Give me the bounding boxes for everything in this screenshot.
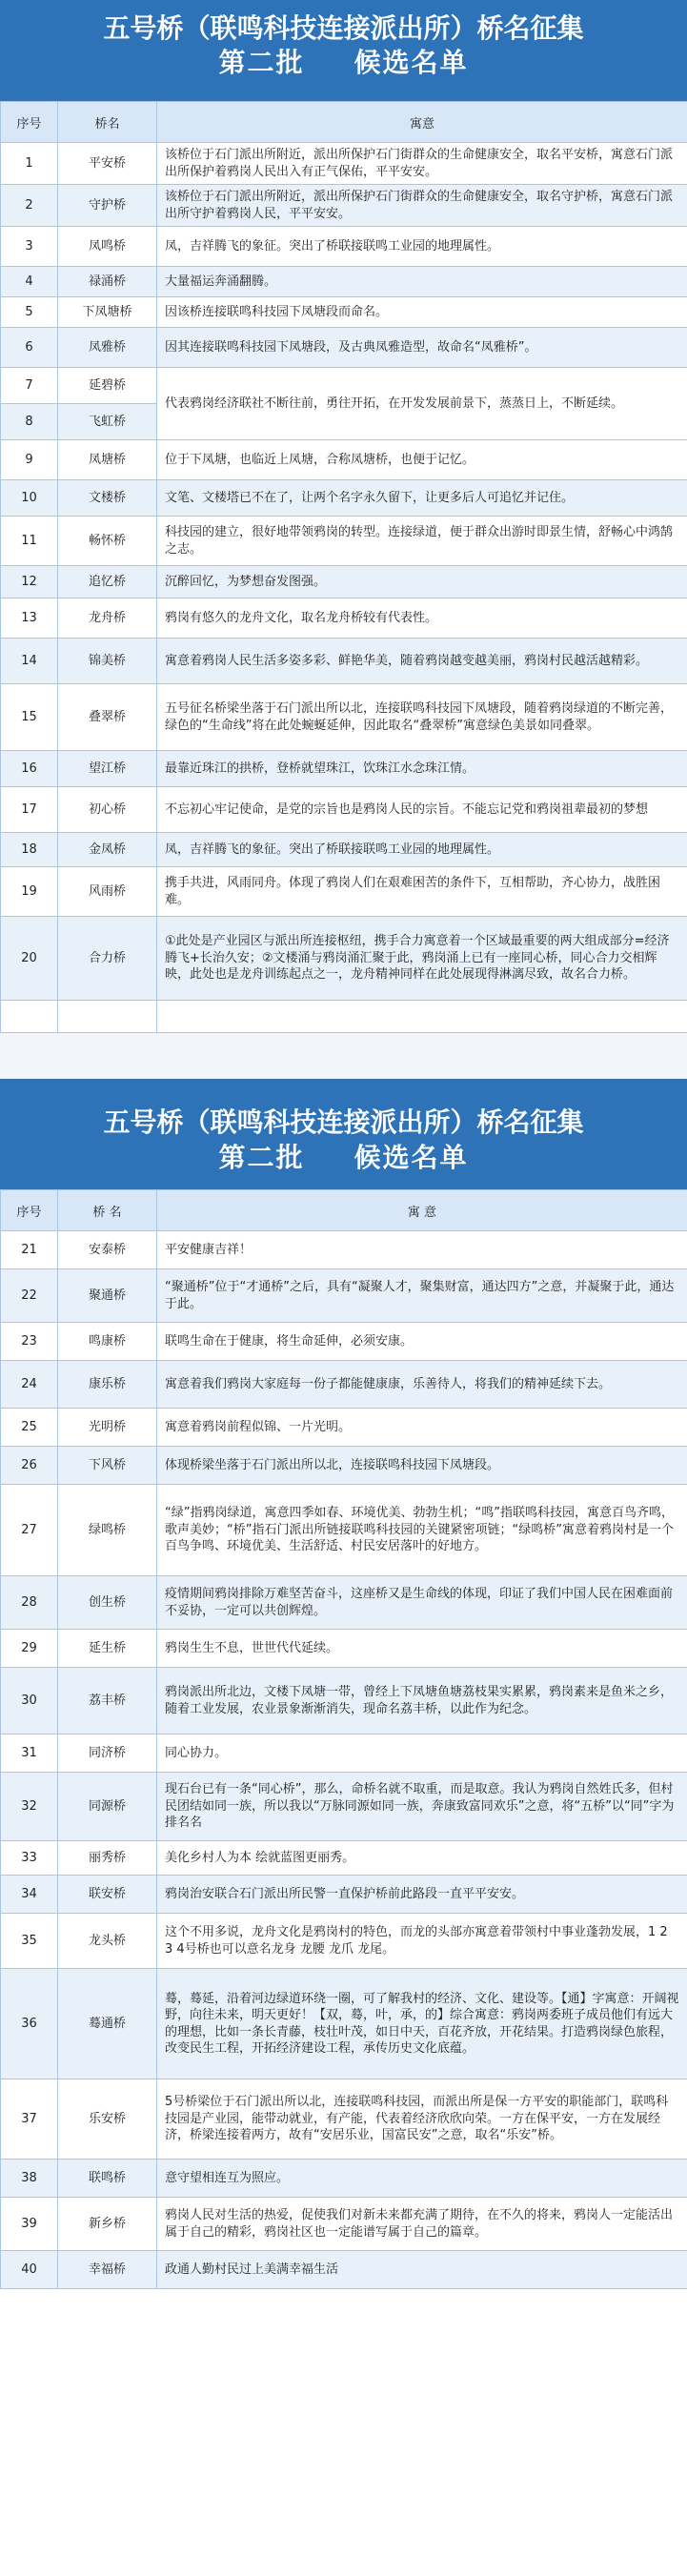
bridge-meaning: 五号征名桥梁坐落于石门派出所以北，连接联鸣科技园下凤塘段，随着鸦岗绿道的不断完善，绿色的“生命线”将在此处蜿蜒延伸，因此取名“叠翠桥”寓意绿色美景如同叠翠。 xyxy=(157,684,687,751)
bridge-meaning: “绿”指鸦岗绿道，寓意四季如春、环境优美、勃勃生机；“鸣”指联鸣科技园，寓意百鸟齐鸣，歌声美妙；“桥”指石门派出所链接联鸣科技园的关键紧密项链；“绿鸣桥”寓意着鸦岗村是一个百鸟争鸣、环境优美、生活舒适、村民安居落叶的好地方。 xyxy=(157,1485,687,1576)
bridge-name: 守护桥 xyxy=(58,185,157,227)
table-row xyxy=(1,1969,687,2079)
bridge-name: 幸福桥 xyxy=(58,2251,157,2289)
row-number: 15 xyxy=(1,684,58,751)
bridge-name: 凤雅桥 xyxy=(58,328,157,368)
row-number: 11 xyxy=(1,517,58,566)
table-row xyxy=(1,867,687,917)
bridge-name: 锦美桥 xyxy=(58,639,157,684)
bridge-meaning: 最靠近珠江的拱桥，登桥就望珠江，饮珠江水念珠江情。 xyxy=(157,751,687,787)
row-number: 10 xyxy=(1,480,58,517)
row-number: 25 xyxy=(1,1409,58,1447)
header-meaning: 寓意 xyxy=(157,102,687,143)
row-number: 9 xyxy=(1,440,58,480)
row-number: 16 xyxy=(1,751,58,787)
bridge-name: 畅怀桥 xyxy=(58,517,157,566)
bridge-name: 丽秀桥 xyxy=(58,1841,157,1876)
bridge-name: 凤鸣桥 xyxy=(58,227,157,267)
bridge-name: 延碧桥 xyxy=(58,368,157,404)
bridge-meaning: 体现桥梁坐落于石门派出所以北，连接联鸣科技园下凤塘段。 xyxy=(157,1447,687,1485)
bridge-meaning: 鸦岗人民对生活的热爱，促使我们对新未来都充满了期待，在不久的将来，鸦岗人一定能活出属于自己的精彩，鸦岗社区也一定能谱写属于自己的篇章。 xyxy=(157,2198,687,2251)
bridge-meaning: 蓦，蓦延，沿着河边绿道环绕一圈，可了解我村的经济、文化、建设等。【通】字寓意：开阔视野，向往未来，明天更好！【双，蓦，叶，承，的】综合寓意：鸦岗两委班子成员他们有远大的理想，比如一条长青藤，枝壮叶茂，如日中天，百花齐放，开花结果。打造鸦岗绿色旅程，改变民生工程，开拓经济建设工程，承传历史文化底蕴。 xyxy=(157,1969,687,2079)
row-number: 6 xyxy=(1,328,58,368)
section-2-list-label: 候选名单 xyxy=(354,1141,469,1173)
table-row xyxy=(1,1409,687,1447)
row-number: 13 xyxy=(1,598,58,639)
bridge-meaning: 不忘初心牢记使命，是党的宗旨也是鸦岗人民的宗旨。不能忘记党和鸦岗祖辈最初的梦想 xyxy=(157,787,687,833)
table-row xyxy=(1,1485,687,1576)
row-number: 37 xyxy=(1,2079,58,2160)
table-row xyxy=(1,328,687,368)
table-row xyxy=(1,917,687,1001)
bridge-name: 追忆桥 xyxy=(58,566,157,598)
row-number: 8 xyxy=(1,404,58,440)
bridge-meaning: 鸦岗生生不息，世世代代延续。 xyxy=(157,1630,687,1668)
table-row xyxy=(1,185,687,227)
table-row xyxy=(1,267,687,297)
bridge-name: 飞虹桥 xyxy=(58,404,157,440)
bridge-meaning: 科技园的建立，很好地带领鸦岗的转型。连接绿道，便于群众出游时即景生情，舒畅心中鸿鹄之志。 xyxy=(157,517,687,566)
bridge-meaning: 该桥位于石门派出所附近，派出所保护石门街群众的生命健康安全，取名守护桥，寓意石门派出所守护着鸦岗人民，平平安安。 xyxy=(157,185,687,227)
bridge-name: 康乐桥 xyxy=(58,1361,157,1409)
section-2-subtitle xyxy=(0,1141,687,1175)
bridge-meaning: 鸦岗有悠久的龙舟文化，取名龙舟桥较有代表性。 xyxy=(157,598,687,639)
row-number: 33 xyxy=(1,1841,58,1876)
row-number: 1 xyxy=(1,143,58,185)
bridge-meaning: 平安健康吉祥！ xyxy=(157,1231,687,1269)
row-number: 12 xyxy=(1,566,58,598)
table-row xyxy=(1,639,687,684)
table-row xyxy=(1,1231,687,1269)
table-row xyxy=(1,1630,687,1668)
bridge-name: 光明桥 xyxy=(58,1409,157,1447)
table-row xyxy=(1,2251,687,2289)
row-number: 34 xyxy=(1,1876,58,1914)
bridge-name: 同源桥 xyxy=(58,1773,157,1841)
bridge-name: 初心桥 xyxy=(58,787,157,833)
bridge-name: 叠翠桥 xyxy=(58,684,157,751)
bridge-meaning: 位于下凤塘，也临近上凤塘，合称凤塘桥，也便于记忆。 xyxy=(157,440,687,480)
table-row xyxy=(1,751,687,787)
bridge-name: 下风桥 xyxy=(58,1447,157,1485)
bridge-meaning: 寓意着鸦岗前程似锦、一片光明。 xyxy=(157,1409,687,1447)
bridge-meaning: 美化乡村人为本 绘就蓝图更丽秀。 xyxy=(157,1841,687,1876)
row-number: 31 xyxy=(1,1734,58,1773)
bridge-meaning: 疫情期间鸦岗排除万难坚苦奋斗，这座桥又是生命线的体现，印证了我们中国人民在困难面前不妥协，一定可以共创辉煌。 xyxy=(157,1576,687,1630)
table-row xyxy=(1,1668,687,1734)
table-row xyxy=(1,143,687,185)
row-number: 21 xyxy=(1,1231,58,1269)
bridge-name: 联鸣桥 xyxy=(58,2160,157,2198)
section-2-banner xyxy=(0,1079,687,1189)
bridge-meaning: 因该桥连接联鸣科技园下凤塘段而命名。 xyxy=(157,297,687,328)
table-row xyxy=(1,1447,687,1485)
bridge-name: 望江桥 xyxy=(58,751,157,787)
table-row xyxy=(1,297,687,328)
table-header-row xyxy=(1,102,687,143)
row-number: 19 xyxy=(1,867,58,917)
bridge-meaning: “聚通桥”位于“才通桥”之后，具有“凝聚人才，聚集财富，通达四方”之意，并凝聚于此，通达于此。 xyxy=(157,1269,687,1323)
row-number: 28 xyxy=(1,1576,58,1630)
table-row xyxy=(1,833,687,867)
bridge-meaning: 代表鸦岗经济联社不断往前，勇往开拓，在开发发展前景下，蒸蒸日上，不断延续。 xyxy=(157,368,687,440)
table-row xyxy=(1,1269,687,1323)
table-row xyxy=(1,1001,687,1033)
row-number: 20 xyxy=(1,917,58,1001)
bridge-meaning: 意守望相连互为照应。 xyxy=(157,2160,687,2198)
bridge-name: 安泰桥 xyxy=(58,1231,157,1269)
bridge-name: 乐安桥 xyxy=(58,2079,157,2160)
bridge-name: 绿鸣桥 xyxy=(58,1485,157,1576)
table-row xyxy=(1,787,687,833)
bridge-meaning: 鸦岗治安联合石门派出所民警一直保护桥前此路段一直平平安安。 xyxy=(157,1876,687,1914)
bridge-name: 禄涌桥 xyxy=(58,267,157,297)
table-row xyxy=(1,2160,687,2198)
bridge-meaning: 联鸣生命在于健康，将生命延伸，必须安康。 xyxy=(157,1323,687,1361)
bridge-meaning: 现石台已有一条“同心桥”，那么，命桥名就不取重，而是取意。我认为鸦岗自然姓氏多，但村民团结如同一族，所以我以“万脉同源如同一族，奔康致富同欢乐”之意，将“五桥”以“同”字为排名名 xyxy=(157,1773,687,1841)
bridge-name: 风雨桥 xyxy=(58,867,157,917)
row-number: 30 xyxy=(1,1668,58,1734)
table-row xyxy=(1,227,687,267)
bridge-meaning: 寓意着鸦岗人民生活多姿多彩、鲜艳华美，随着鸦岗越变越美丽，鸦岗村民越活越精彩。 xyxy=(157,639,687,684)
row-number: 14 xyxy=(1,639,58,684)
row-number: 39 xyxy=(1,2198,58,2251)
section-2-table xyxy=(0,1189,687,2289)
bridge-meaning: 因其连接联鸣科技园下凤塘段，及古典凤雅造型，故命名“凤雅桥”。 xyxy=(157,328,687,368)
table-row xyxy=(1,1914,687,1969)
row-number: 3 xyxy=(1,227,58,267)
bridge-name: 鸣康桥 xyxy=(58,1323,157,1361)
table-row xyxy=(1,1773,687,1841)
table-row xyxy=(1,368,687,404)
table-row xyxy=(1,480,687,517)
table-row xyxy=(1,517,687,566)
bridge-name: 联安桥 xyxy=(58,1876,157,1914)
bridge-name: 聚通桥 xyxy=(58,1269,157,1323)
bridge-name: 龙头桥 xyxy=(58,1914,157,1969)
row-number: 18 xyxy=(1,833,58,867)
bridge-meaning: 寓意着我们鸦岗大家庭每一份子都能健康康，乐善待人，将我们的精神延续下去。 xyxy=(157,1361,687,1409)
bridge-name: 龙舟桥 xyxy=(58,598,157,639)
section-2-title: 五号桥（联鸣科技连接派出所）桥名征集 xyxy=(103,1106,584,1139)
section-1-title: 五号桥（联鸣科技连接派出所）桥名征集 xyxy=(103,12,584,44)
header-number: 序号 xyxy=(1,1190,58,1231)
section-gap xyxy=(0,1033,687,1079)
table-row xyxy=(1,2198,687,2251)
row-number: 23 xyxy=(1,1323,58,1361)
bridge-meaning: 5号桥梁位于石门派出所以北，连接联鸣科技园，而派出所是保一方平安的职能部门，联鸣科技园是产业园，能带动就业，有产能，代表着经济欣欣向荣。一方在保平安，一方在发展经济，桥梁连接着两方，故有“安居乐业，国富民安”之意，取名“乐安”桥。 xyxy=(157,2079,687,2160)
row-number: 32 xyxy=(1,1773,58,1841)
table-row xyxy=(1,1576,687,1630)
table-row xyxy=(1,440,687,480)
bridge-meaning: 同心协力。 xyxy=(157,1734,687,1773)
section-2-batch: 第二批 xyxy=(218,1141,305,1173)
row-number: 29 xyxy=(1,1630,58,1668)
bridge-name: 凤塘桥 xyxy=(58,440,157,480)
header-meaning: 寓 意 xyxy=(157,1190,687,1231)
table-header-row xyxy=(1,1190,687,1231)
bridge-name: 蓦通桥 xyxy=(58,1969,157,2079)
bridge-meaning: 文笔、文楼塔已不在了，让两个名字永久留下，让更多后人可追忆并记住。 xyxy=(157,480,687,517)
bridge-meaning: 大量福运奔涌翻腾。 xyxy=(157,267,687,297)
bridge-name xyxy=(58,1001,157,1033)
row-number: 4 xyxy=(1,267,58,297)
row-number: 26 xyxy=(1,1447,58,1485)
row-number: 38 xyxy=(1,2160,58,2198)
section-1-subtitle xyxy=(0,46,687,80)
table-row xyxy=(1,1361,687,1409)
section-1-batch: 第二批 xyxy=(218,47,305,79)
table-row xyxy=(1,2079,687,2160)
row-number: 17 xyxy=(1,787,58,833)
table-row xyxy=(1,1841,687,1876)
row-number: 2 xyxy=(1,185,58,227)
bridge-meaning xyxy=(157,1001,687,1033)
bridge-meaning: 携手共进，风雨同舟。体现了鸦岗人们在艰难困苦的条件下，互相帮助，齐心协力，战胜困难。 xyxy=(157,867,687,917)
row-number: 22 xyxy=(1,1269,58,1323)
row-number: 27 xyxy=(1,1485,58,1576)
bridge-name: 平安桥 xyxy=(58,143,157,185)
bridge-name: 荔丰桥 xyxy=(58,1668,157,1734)
bridge-meaning: ①此处是产业园区与派出所连接枢纽，携手合力寓意着一个区域最重要的两大组成部分=经济腾飞+长治久安；②文楼涌与鸦岗涌汇聚于此，鸦岗涌上已有一座同心桥，同心合力交相辉映，此处也是龙舟训练起点之一，龙舟精神同样在此处展现得淋漓尽致，故名合力桥。 xyxy=(157,917,687,1001)
table-row xyxy=(1,1876,687,1914)
bridge-meaning: 凤，吉祥腾飞的象征。突出了桥联接联鸣工业园的地理属性。 xyxy=(157,227,687,267)
bridge-meaning: 政通人勤村民过上美满幸福生活 xyxy=(157,2251,687,2289)
section-1-banner xyxy=(0,0,687,101)
table-row xyxy=(1,598,687,639)
header-number: 序号 xyxy=(1,102,58,143)
bridge-meaning: 鸦岗派出所北边，文楼下凤塘一带，曾经上下凤塘鱼塘荔枝果实累累，鸦岗素来是鱼米之乡，随着工业发展，农业景象渐渐消失，现命名荔丰桥，以此作为纪念。 xyxy=(157,1668,687,1734)
row-number: 24 xyxy=(1,1361,58,1409)
row-number xyxy=(1,1001,58,1033)
section-1-table xyxy=(0,101,687,1033)
table-row xyxy=(1,1323,687,1361)
header-bridge-name: 桥 名 xyxy=(58,1190,157,1231)
row-number: 35 xyxy=(1,1914,58,1969)
row-number: 36 xyxy=(1,1969,58,2079)
bridge-meaning: 这个不用多说，龙舟文化是鸦岗村的特色，而龙的头部亦寓意着带领村中事业蓬勃发展，1 2 3 4号桥也可以意名龙身 龙腰 龙爪 龙尾。 xyxy=(157,1914,687,1969)
row-number: 5 xyxy=(1,297,58,328)
bridge-meaning: 凤，吉祥腾飞的象征。突出了桥联接联鸣工业园的地理属性。 xyxy=(157,833,687,867)
section-1-list-label: 候选名单 xyxy=(354,47,469,79)
bridge-name: 合力桥 xyxy=(58,917,157,1001)
bridge-name: 文楼桥 xyxy=(58,480,157,517)
bridge-name: 新乡桥 xyxy=(58,2198,157,2251)
bridge-name: 延生桥 xyxy=(58,1630,157,1668)
header-bridge-name: 桥名 xyxy=(58,102,157,143)
table-row xyxy=(1,684,687,751)
bridge-name: 金凤桥 xyxy=(58,833,157,867)
table-row xyxy=(1,566,687,598)
bridge-name: 创生桥 xyxy=(58,1576,157,1630)
bridge-meaning: 沉醉回忆，为梦想奋发图强。 xyxy=(157,566,687,598)
bridge-name: 下凤塘桥 xyxy=(58,297,157,328)
bridge-name: 同济桥 xyxy=(58,1734,157,1773)
row-number: 7 xyxy=(1,368,58,404)
row-number: 40 xyxy=(1,2251,58,2289)
bridge-meaning: 该桥位于石门派出所附近，派出所保护石门街群众的生命健康安全，取名平安桥，寓意石门派出所保护着鸦岗人民出入有正气保佑，平平安安。 xyxy=(157,143,687,185)
table-row xyxy=(1,1734,687,1773)
